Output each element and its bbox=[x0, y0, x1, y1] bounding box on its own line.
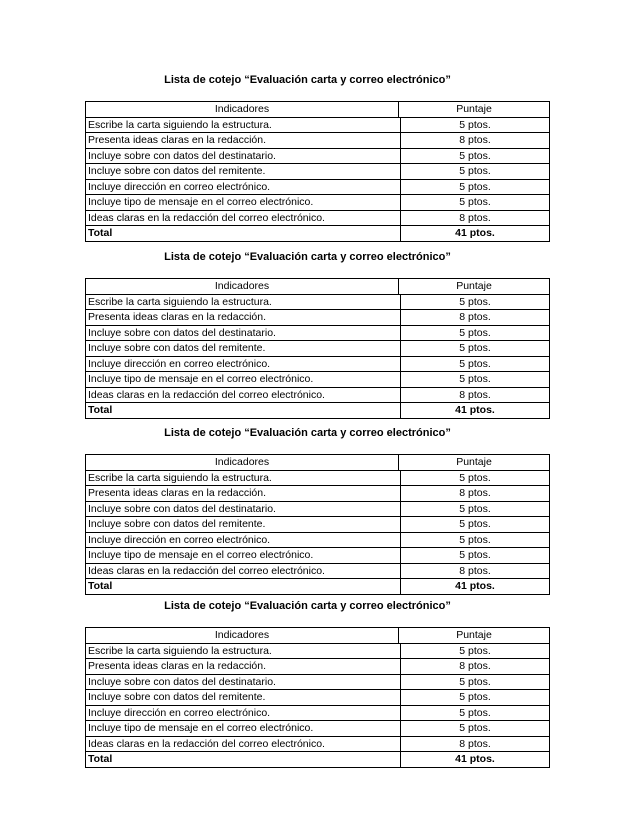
checklist-table bbox=[85, 627, 550, 768]
score-cell: 8 ptos. bbox=[459, 737, 491, 750]
table-row bbox=[86, 194, 549, 210]
table-row bbox=[86, 501, 549, 517]
indicator-cell: Incluye tipo de mensaje en el correo electrónico. bbox=[86, 721, 401, 736]
indicator-cell: Incluye sobre con datos del remitente. bbox=[86, 517, 401, 532]
table-header-row bbox=[86, 102, 549, 117]
checklist-block-1 bbox=[85, 73, 550, 242]
indicator-cell: Incluye sobre con datos del destinatario. bbox=[86, 502, 401, 517]
score-cell: 5 ptos. bbox=[459, 722, 491, 734]
indicator-cell: Ideas claras en la redacción del correo electrónico. bbox=[86, 737, 401, 752]
checklist-title: Lista de cotejo “Evaluación carta y correo electrónico” bbox=[164, 74, 451, 86]
score-cell: 5 ptos. bbox=[459, 180, 491, 193]
total-score: 41 ptos. bbox=[455, 580, 495, 592]
table-row bbox=[86, 294, 549, 310]
table-row bbox=[86, 356, 549, 372]
indicator-cell: Ideas claras en la redacción del correo electrónico. bbox=[86, 388, 401, 403]
score-cell: 8 ptos. bbox=[459, 134, 491, 146]
indicator-cell: Incluye dirección en correo electrónico. bbox=[86, 180, 401, 195]
score-cell: 5 ptos. bbox=[459, 326, 491, 339]
indicator-cell: Incluye sobre con datos del remitente. bbox=[86, 164, 401, 179]
score-cell: 5 ptos. bbox=[459, 149, 491, 162]
score-cell: 5 ptos. bbox=[459, 373, 491, 385]
table-row bbox=[86, 132, 549, 148]
table-row bbox=[86, 516, 549, 532]
indicator-cell: Escribe la carta siguiendo la estructura. bbox=[86, 471, 401, 486]
table-row bbox=[86, 179, 549, 195]
header-indicadores: Indicadores bbox=[86, 279, 399, 294]
header-puntaje: Puntaje bbox=[456, 280, 492, 292]
table-row bbox=[86, 736, 549, 752]
table-row bbox=[86, 689, 549, 705]
indicator-cell: Incluye tipo de mensaje en el correo electrónico. bbox=[86, 195, 401, 210]
score-cell: 5 ptos. bbox=[459, 295, 491, 308]
total-row bbox=[86, 225, 549, 241]
table-row bbox=[86, 532, 549, 548]
score-cell: 5 ptos. bbox=[459, 357, 491, 370]
score-cell: 5 ptos. bbox=[459, 644, 491, 657]
score-cell: 5 ptos. bbox=[459, 342, 491, 354]
total-label: Total bbox=[86, 403, 401, 418]
table-row bbox=[86, 163, 549, 179]
score-cell: 5 ptos. bbox=[459, 196, 491, 208]
indicator-cell: Presenta ideas claras en la redacción. bbox=[86, 659, 401, 674]
score-cell: 5 ptos. bbox=[459, 502, 491, 515]
checklist-block-2 bbox=[85, 250, 550, 419]
checklist-title: Lista de cotejo “Evaluación carta y correo electrónico” bbox=[164, 600, 451, 612]
score-cell: 5 ptos. bbox=[459, 118, 491, 131]
header-puntaje: Puntaje bbox=[456, 456, 492, 468]
table-row bbox=[86, 470, 549, 486]
table-row bbox=[86, 309, 549, 325]
score-cell: 8 ptos. bbox=[459, 660, 491, 672]
score-cell: 8 ptos. bbox=[459, 211, 491, 224]
total-score: 41 ptos. bbox=[455, 404, 495, 416]
header-indicadores: Indicadores bbox=[86, 455, 399, 470]
table-row bbox=[86, 117, 549, 133]
total-score: 41 ptos. bbox=[455, 227, 495, 239]
indicator-cell: Incluye tipo de mensaje en el correo electrónico. bbox=[86, 548, 401, 563]
table-row bbox=[86, 720, 549, 736]
table-row bbox=[86, 705, 549, 721]
table-row bbox=[86, 340, 549, 356]
total-label: Total bbox=[86, 579, 401, 594]
score-cell: 5 ptos. bbox=[459, 691, 491, 703]
indicator-cell: Escribe la carta siguiendo la estructura. bbox=[86, 295, 401, 310]
table-row bbox=[86, 148, 549, 164]
indicator-cell: Incluye sobre con datos del remitente. bbox=[86, 690, 401, 705]
indicator-cell: Presenta ideas claras en la redacción. bbox=[86, 133, 401, 148]
table-row bbox=[86, 387, 549, 403]
checklist-table bbox=[85, 454, 550, 595]
header-puntaje: Puntaje bbox=[456, 629, 492, 641]
indicator-cell: Incluye sobre con datos del destinatario. bbox=[86, 149, 401, 164]
score-cell: 5 ptos. bbox=[459, 706, 491, 719]
score-cell: 8 ptos. bbox=[459, 564, 491, 577]
checklist-block-3 bbox=[85, 426, 550, 595]
indicator-cell: Escribe la carta siguiendo la estructura. bbox=[86, 644, 401, 659]
table-row bbox=[86, 547, 549, 563]
checklist-block-4 bbox=[85, 599, 550, 768]
table-header-row bbox=[86, 628, 549, 643]
total-row bbox=[86, 751, 549, 767]
indicator-cell: Incluye dirección en correo electrónico. bbox=[86, 357, 401, 372]
total-label: Total bbox=[86, 752, 401, 767]
score-cell: 8 ptos. bbox=[459, 487, 491, 499]
table-row bbox=[86, 563, 549, 579]
indicator-cell: Ideas claras en la redacción del correo electrónico. bbox=[86, 564, 401, 579]
score-cell: 5 ptos. bbox=[459, 471, 491, 484]
score-cell: 5 ptos. bbox=[459, 533, 491, 546]
checklist-title: Lista de cotejo “Evaluación carta y correo electrónico” bbox=[164, 427, 451, 439]
indicator-cell: Presenta ideas claras en la redacción. bbox=[86, 486, 401, 501]
indicator-cell: Incluye dirección en correo electrónico. bbox=[86, 533, 401, 548]
table-row bbox=[86, 674, 549, 690]
indicator-cell: Incluye sobre con datos del remitente. bbox=[86, 341, 401, 356]
table-header-row bbox=[86, 455, 549, 470]
total-row bbox=[86, 402, 549, 418]
score-cell: 5 ptos. bbox=[459, 165, 491, 177]
indicator-cell: Incluye tipo de mensaje en el correo electrónico. bbox=[86, 372, 401, 387]
indicator-cell: Incluye sobre con datos del destinatario. bbox=[86, 675, 401, 690]
indicator-cell: Escribe la carta siguiendo la estructura. bbox=[86, 118, 401, 133]
table-row bbox=[86, 210, 549, 226]
table-row bbox=[86, 485, 549, 501]
score-cell: 5 ptos. bbox=[459, 675, 491, 688]
table-row bbox=[86, 658, 549, 674]
score-cell: 5 ptos. bbox=[459, 518, 491, 530]
header-indicadores: Indicadores bbox=[86, 628, 399, 643]
header-indicadores: Indicadores bbox=[86, 102, 399, 117]
checklist-title: Lista de cotejo “Evaluación carta y correo electrónico” bbox=[164, 251, 451, 263]
indicator-cell: Presenta ideas claras en la redacción. bbox=[86, 310, 401, 325]
indicator-cell: Incluye dirección en correo electrónico. bbox=[86, 706, 401, 721]
table-row bbox=[86, 371, 549, 387]
checklist-table bbox=[85, 278, 550, 419]
score-cell: 8 ptos. bbox=[459, 388, 491, 401]
table-row bbox=[86, 643, 549, 659]
indicator-cell: Incluye sobre con datos del destinatario. bbox=[86, 326, 401, 341]
header-puntaje: Puntaje bbox=[456, 103, 492, 115]
total-label: Total bbox=[86, 226, 401, 241]
checklist-table bbox=[85, 101, 550, 242]
table-row bbox=[86, 325, 549, 341]
indicator-cell: Ideas claras en la redacción del correo electrónico. bbox=[86, 211, 401, 226]
score-cell: 8 ptos. bbox=[459, 311, 491, 323]
total-score: 41 ptos. bbox=[455, 753, 495, 765]
total-row bbox=[86, 578, 549, 594]
score-cell: 5 ptos. bbox=[459, 549, 491, 561]
table-header-row bbox=[86, 279, 549, 294]
